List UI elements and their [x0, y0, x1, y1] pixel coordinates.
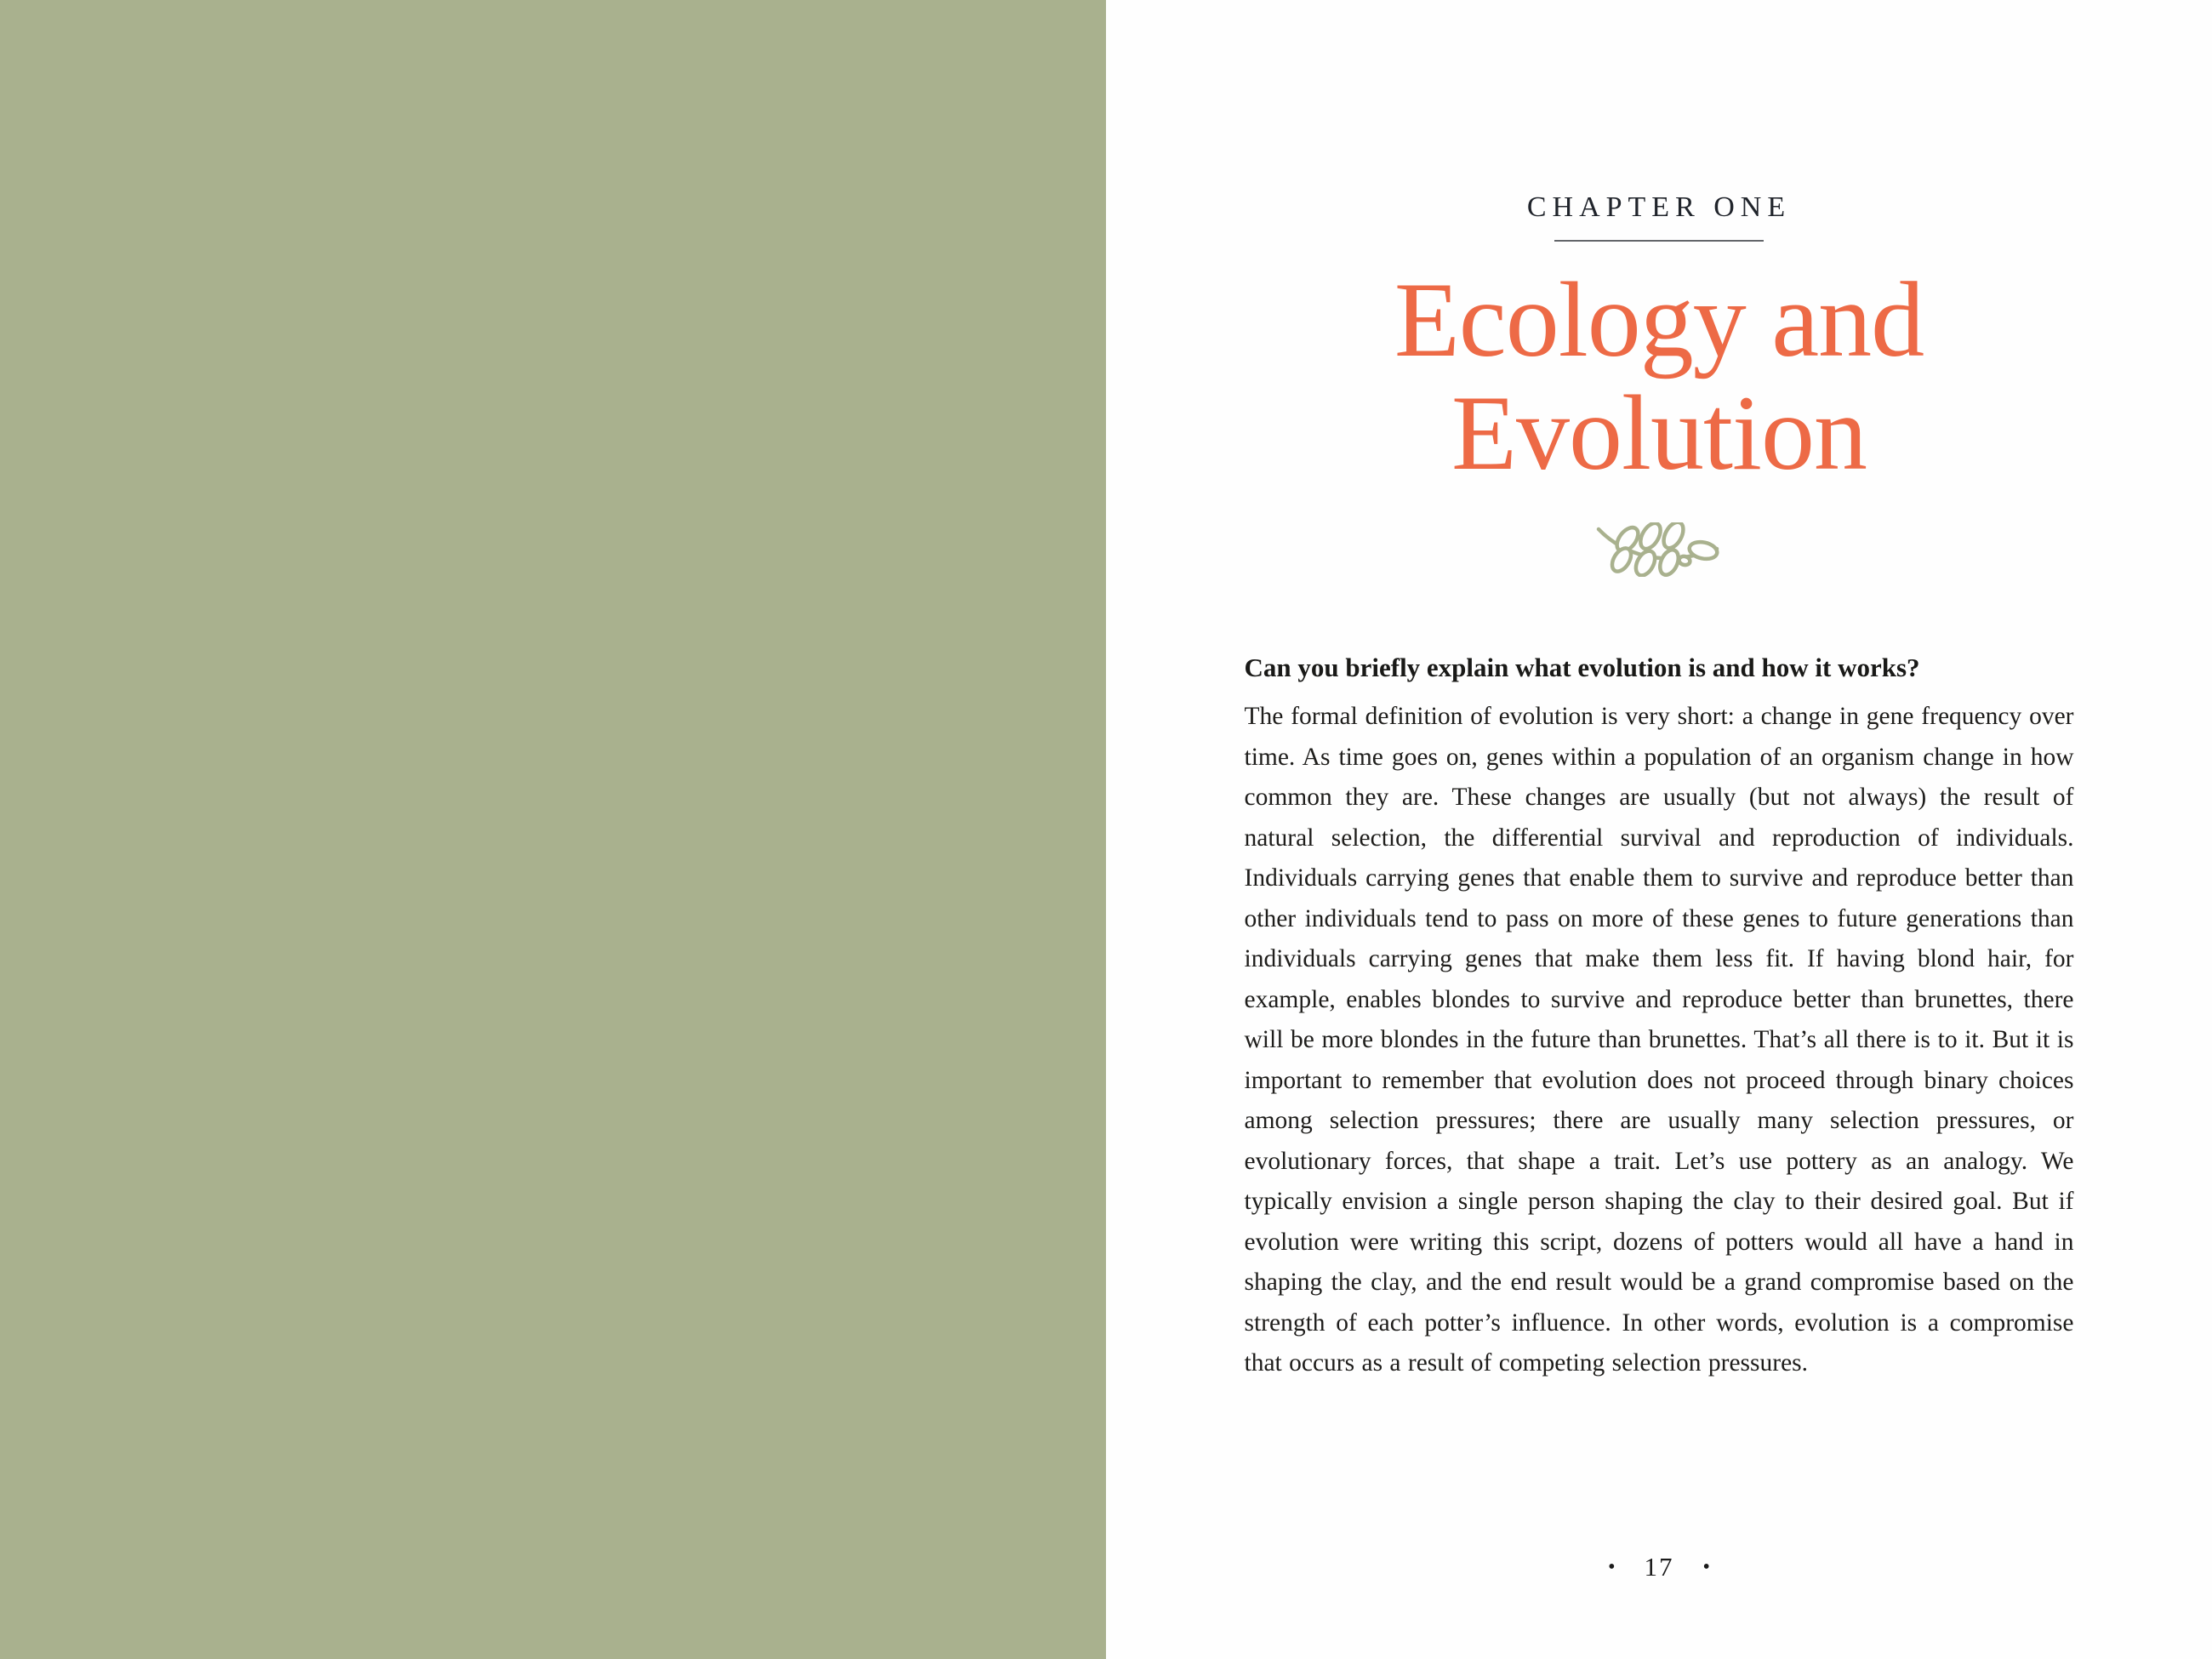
- chapter-kicker: CHAPTER ONE: [1526, 191, 1792, 223]
- question-heading: Can you briefly explain what evolution is and how it works?: [1244, 653, 1920, 682]
- folio: [1106, 1554, 2212, 1581]
- ornament-wrap: [1245, 522, 2074, 579]
- kicker-rule: [1554, 240, 1764, 242]
- page-number: 17: [1644, 1552, 1674, 1582]
- leaf-sprig-icon: [1594, 522, 1724, 577]
- text-column: [1245, 0, 2074, 1384]
- answer-paragraph: The formal definition of evolution is very short: a change in gene frequency over time. As time goes on, genes within a population of an organism change in how common they are. These changes are usually (but not always) the result of natural selection, the differential survival and reproduction of individuals. Individuals carrying genes that enable them to survive and reproduce better than other individuals tend to pass on more of these genes to future generations than individuals carrying genes that make them less fit. If having blond hair, for example, enables blondes to survive and reproduce better than brunettes, there will be more blondes in the future than brunettes. That’s all there is to it. But it is important to remember that evolution does not proceed through binary choices among selection pressures; there are usually many selection pressures, or evolutionary forces, that shape a trait. Let’s use pottery as an analogy. We typically envision a single person shaping the clay to their desired goal. But if evolution were writing this script, dozens of potters would all have a hand in shaping the clay, and the end result would be a grand compromise based on the strength of each potter’s influence. In other words, evolution is a compromise that occurs as a result of competing selection pressures.: [1244, 703, 2074, 1377]
- folio-bullet-right: •: [1702, 1556, 1710, 1578]
- chapter-title-line2: Evolution: [1451, 374, 1867, 493]
- right-page: [1106, 0, 2212, 1659]
- folio-bullet-left: •: [1608, 1556, 1616, 1578]
- chapter-title: [1245, 261, 2074, 493]
- chapter-title-line1: Ecology and: [1394, 261, 1924, 379]
